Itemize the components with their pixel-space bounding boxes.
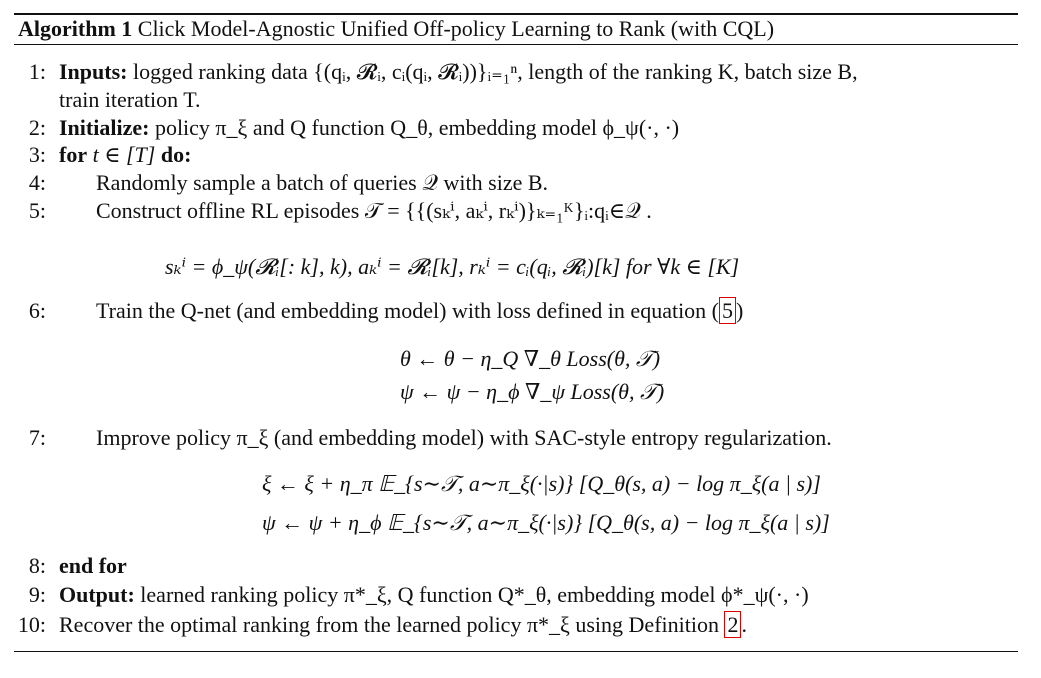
step-1-continuation: train iteration T. <box>59 87 201 112</box>
step-10 <box>59 612 747 638</box>
step-7-number: 7: <box>28 425 46 450</box>
step-10-number: 10: <box>17 612 46 637</box>
step-8-number: 8: <box>28 553 46 578</box>
algorithm-label: Algorithm 1 <box>18 16 133 41</box>
step-9-text: learned ranking policy π*_ξ, Q function Q*_θ, embedding model ϕ*_ψ(·, ·) <box>140 582 809 607</box>
step-2-keyword: Initialize: <box>59 115 150 140</box>
step-7-text: Improve policy π_ξ (and embedding model) with SAC-style entropy regularization. <box>96 425 832 450</box>
step-6-number: 6: <box>28 298 46 323</box>
step-9-number: 9: <box>28 582 46 607</box>
step-5-number: 5: <box>28 198 46 223</box>
episode-definition-equation: sₖⁱ = ϕ_ψ(𝓡ᵢ[: k], k), aₖⁱ = 𝓡ᵢ[k], rₖⁱ = cᵢ(qᵢ, 𝓡ᵢ)[k] for ∀k ∈ [K] <box>165 254 740 279</box>
step-6 <box>96 298 743 324</box>
step-1-keyword: Inputs: <box>59 59 128 84</box>
step-4-number: 4: <box>28 170 46 195</box>
step-9-keyword: Output: <box>59 582 135 607</box>
step-2 <box>59 115 679 141</box>
psi-update-equation-2: ψ ← ψ + η_ϕ 𝔼_{s∼𝒯, a∼π_ξ(·|s)} [Q_θ(s, a) − log π_ξ(a | s)] <box>262 510 830 535</box>
header-rule <box>14 44 1018 45</box>
step-4-text: Randomly sample a batch of queries 𝒬 with size B. <box>96 170 549 195</box>
step-5-text: Construct offline RL episodes 𝒯 = {{(sₖⁱ, aₖⁱ, rₖⁱ)}ₖ₌₁ᴷ}ᵢ:qᵢ∈𝒬 . <box>96 198 652 223</box>
top-rule <box>14 13 1018 15</box>
theta-update-equation: θ ← θ − η_Q ∇_θ Loss(θ, 𝒯) <box>400 346 661 371</box>
step-1 <box>59 59 858 85</box>
bottom-rule <box>14 651 1018 652</box>
definition-2-link[interactable]: 2 <box>724 611 741 638</box>
step-8-keyword: end for <box>59 553 127 578</box>
step-6-end: ) <box>736 298 744 323</box>
step-6-text: Train the Q-net (and embedding model) with loss defined in equation ( <box>96 298 720 323</box>
step-10-text: Recover the optimal ranking from the learned policy π*_ξ using Definition <box>59 612 719 637</box>
step-3-keyword: for <box>59 142 88 167</box>
step-10-end: . <box>741 612 747 637</box>
step-3 <box>59 142 191 168</box>
algorithm-title: Click Model-Agnostic Unified Off-policy Learning to Rank (with CQL) <box>137 16 775 41</box>
psi-update-equation-1: ψ ← ψ − η_ϕ ∇_ψ Loss(θ, 𝒯) <box>400 379 665 404</box>
step-3-number: 3: <box>28 142 46 167</box>
step-1-text: logged ranking data {(qᵢ, 𝓡ᵢ, cᵢ(qᵢ, 𝓡ᵢ))}ᵢ₌₁ⁿ, length of the ranking K, batch size B, <box>132 59 858 84</box>
step-2-text: policy π_ξ and Q function Q_θ, embedding model ϕ_ψ(·, ·) <box>154 115 680 140</box>
equation-5-link[interactable]: 5 <box>719 297 736 324</box>
step-1-number: 1: <box>28 59 46 84</box>
step-2-number: 2: <box>28 115 46 140</box>
algorithm-header <box>18 16 774 42</box>
xi-update-equation: ξ ← ξ + η_π 𝔼_{s∼𝒯, a∼π_ξ(·|s)} [Q_θ(s, a) − log π_ξ(a | s)] <box>262 471 821 496</box>
step-3-keyword-do: do: <box>160 142 192 167</box>
step-3-range: t ∈ [T] <box>92 142 156 167</box>
step-9 <box>59 582 809 608</box>
